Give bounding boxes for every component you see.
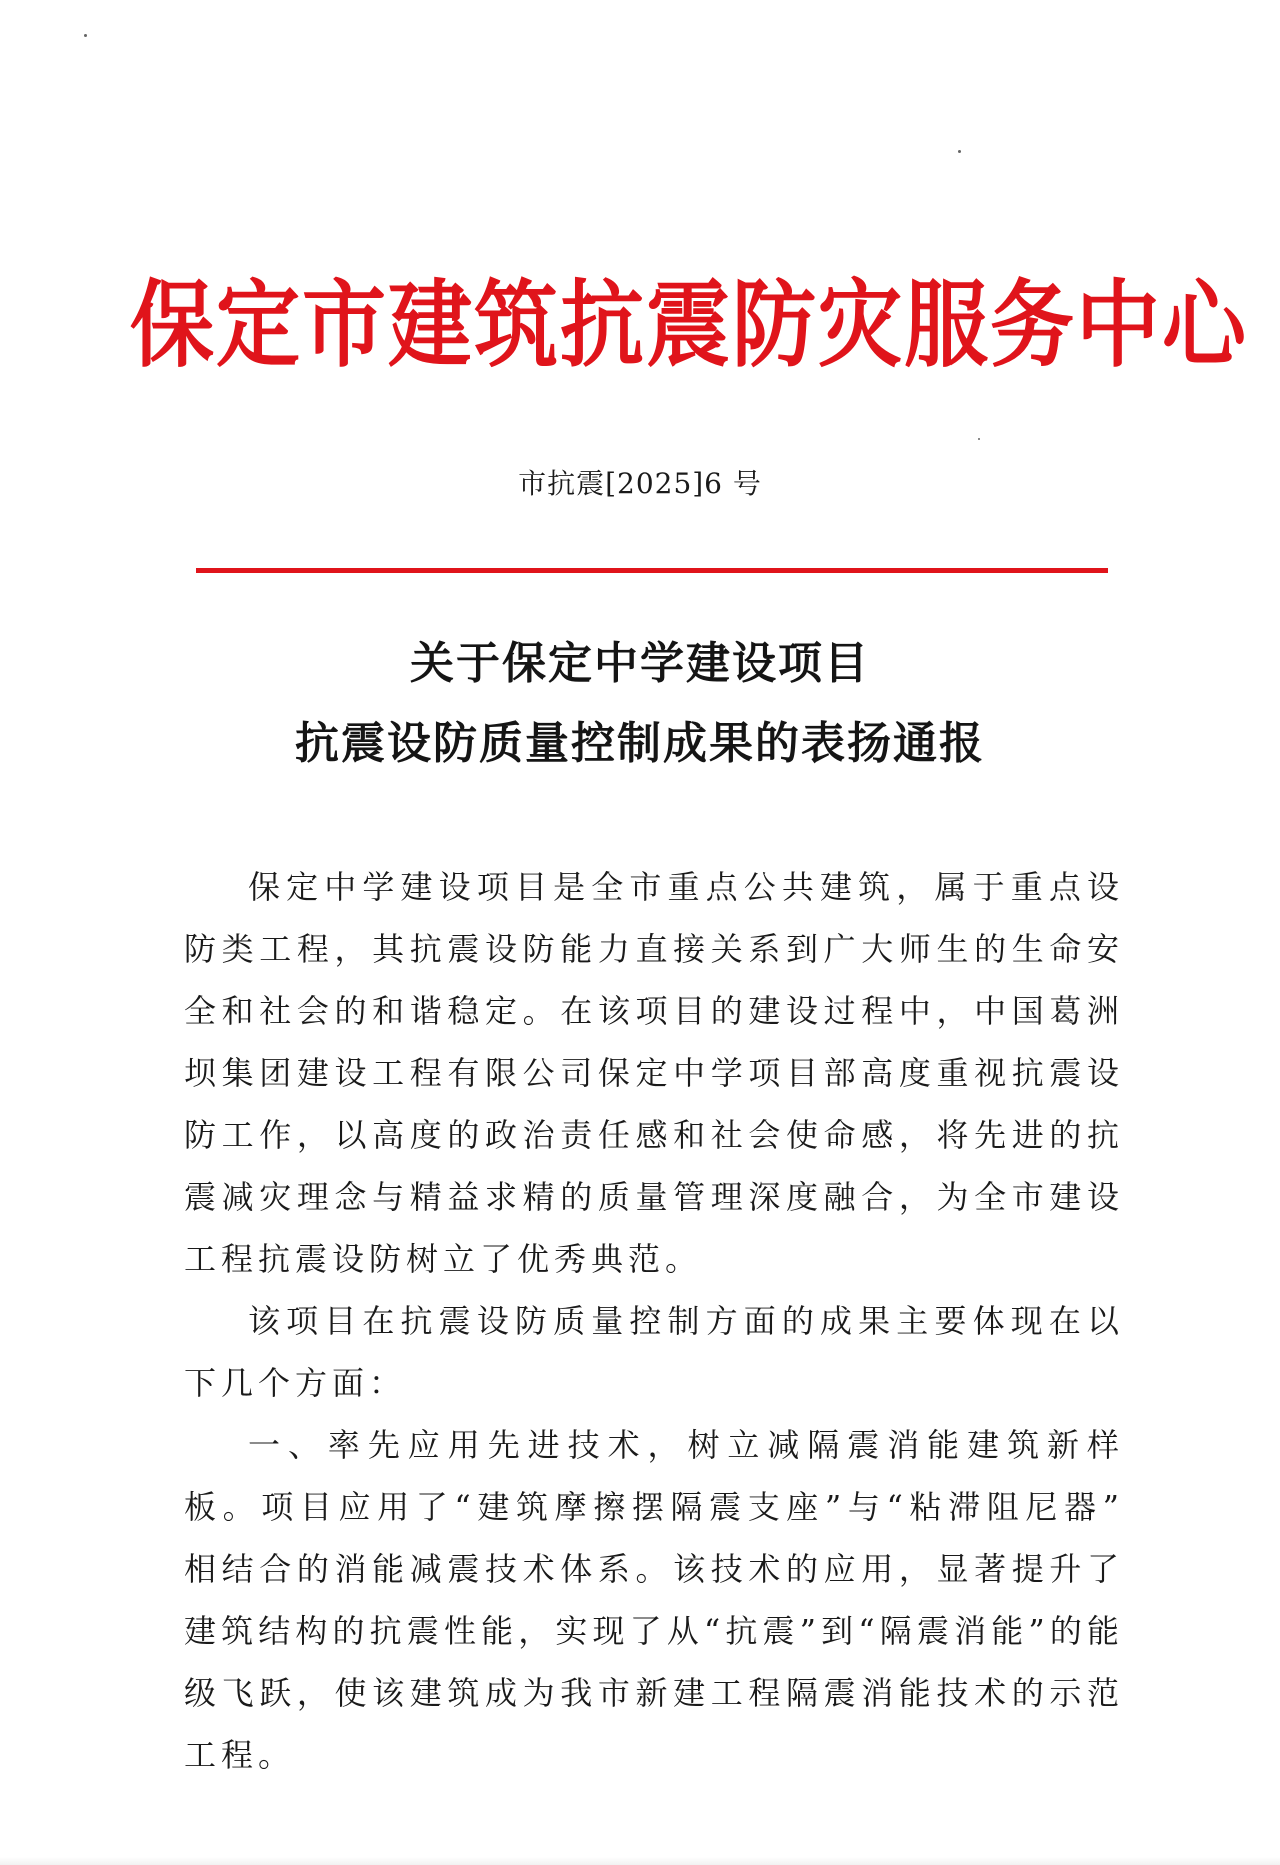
document-title-line-1: 关于保定中学建设项目 <box>410 638 870 689</box>
scan-speck <box>958 150 961 153</box>
issuer-name: 保定市建筑抗震防灾服务中心 <box>130 269 1249 380</box>
body-paragraph-1: 保定中学建设项目是全市重点公共建筑，属于重点设防类工程，其抗震设防能力直接关系到广大师生的生命安全和社会的和谐稳定。在该项目的建设过程中，中国葛洲坝集团建设工程有限公司保定中学项目部高度重视抗震设防工作，以高度的政治责任感和社会使命感，将先进的抗震减灾理念与精益求精的质量管理深度融合，为全市建设工程抗震设防树立了优秀典范。 <box>184 868 1124 1278</box>
body-paragraph-3: 一、率先应用先进技术，树立减隔震消能建筑新样板。项目应用了“建筑摩擦摆隔震支座”与“粘滞阻尼器” 相结合的消能减震技术体系。该技术的应用，显著提升了建筑结构的抗震性能，实现了从“抗震”到“隔震消能”的能级飞跃，使该建筑成为我市新建工程隔震消能技术的示范工程。 <box>184 1426 1124 1774</box>
body-paragraph-2: 该项目在抗震设防质量控制方面的成果主要体现在以下几个方面： <box>184 1302 1124 1402</box>
document-body <box>184 856 1124 1786</box>
scan-speck <box>84 34 87 37</box>
scan-edge <box>0 1857 1280 1865</box>
document-title-line-2: 抗震设防质量控制成果的表扬通报 <box>295 718 985 769</box>
scan-speck <box>978 438 980 440</box>
red-separator-rule <box>196 568 1108 573</box>
document-number: 市抗震[2025]6 号 <box>518 467 762 500</box>
